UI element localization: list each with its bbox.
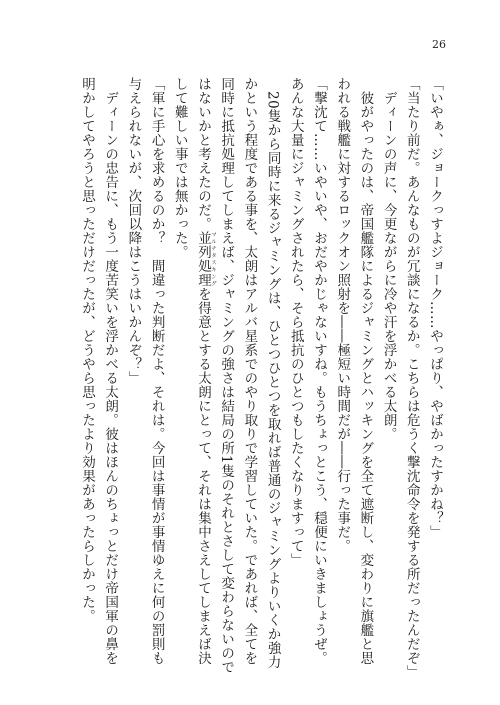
paragraph: ディーンの声に、今更ながらに冷や汗を浮かべる太朗。 bbox=[380, 90, 397, 441]
ruby-reading: マルチタスキング bbox=[209, 231, 216, 287]
vertical-text-body bbox=[61, 77, 446, 677]
paragraph: 「撃沈て……いやいや、おだやかじゃないすね。もうちょっとこう、穏便にいきましょうぜ。あんな大量にジャミングされたら、そら抵抗のひとつもしたくなりますって」 bbox=[287, 77, 327, 665]
ruby-annotation: 並列処理 マルチタスキング bbox=[194, 231, 216, 287]
paragraph: 「当たり前だ。あんなものが冗談になるか。こちらは危うく撃沈命令を発する所だったんだぞ」 bbox=[403, 77, 420, 679]
paragraph: 「軍に手心を求めるのか？ 間違った判断だよ、それは。今回は事情が事情ゆえに何の罰則も与えられないが、次回以降はこうはいかんぞ？」 bbox=[125, 77, 165, 665]
paragraph: 20隻から同時に来るジャミングは、ひとつひとつを取れば普通のジャミングよりいくか強力かという程度である事を、太朗はアルバ星系でのやり取りで学習していた。であれば、全てを同時に抵抗処理してしまえば、ジャミングの強さは結局の所1隻のそれとさして変わらないのではないかと考えたのだ。並列処理 マルチタスキングを得意とする太朗にとって、それは集中さえしてしまえば決して難しい事では無かった。 bbox=[171, 77, 281, 675]
paragraph: 「いやぁ、ジョークっすよジョーク……やっぱり、やばかったすかね？」 bbox=[427, 77, 443, 539]
paragraph: 彼がやったのは、帝国艦隊によるジャミングとハッキングを全て遮断し、変わりに旗艦と思われる戦艦に対するロックオン照射を――極短い時間だが――行った事だ。 bbox=[334, 77, 374, 665]
paragraph: ディーンの忠告に、もう一度苦笑いを浮かべる太朗。彼はほんのちょっとだけ帝国軍の鼻を明かしてやろうと思っただけだったが、どうやら思ったより効果があったらしかった。 bbox=[78, 77, 119, 665]
page-number: 26 bbox=[432, 38, 446, 51]
